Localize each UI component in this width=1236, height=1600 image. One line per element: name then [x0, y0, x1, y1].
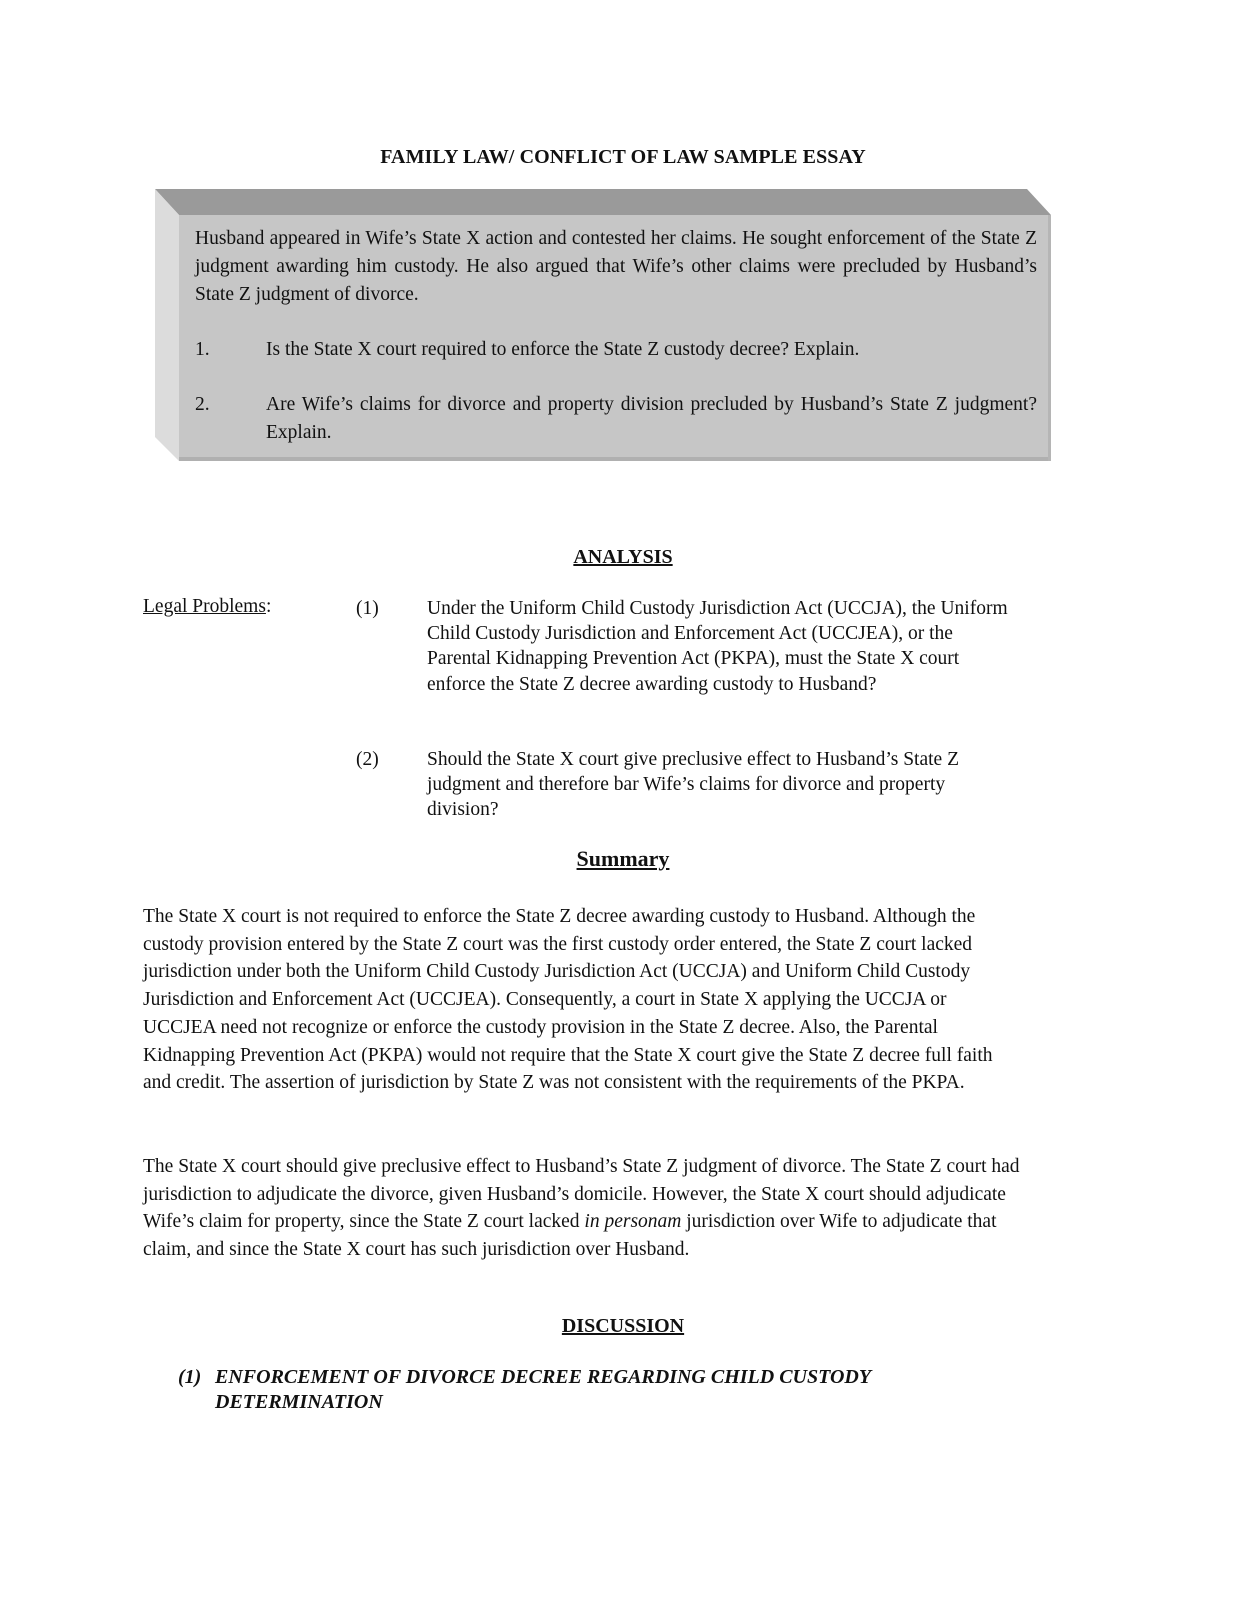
question-text: Are Wife’s claims for divorce and property division precluded by Husband’s State Z judgment? Explain. [266, 394, 1037, 443]
summary-paragraph: The State X court is not required to enforce the State Z decree awarding custody to Husband. Although the custody provision entered by the State Z court was the first custody order entered, the State Z court lacked jurisdiction under both the Uniform Child Custody Jurisdiction Act (UCCJA) and Uniform Child Custody Jurisdiction and Enforcement Act (UCCJEA). Consequently, a court in State X applying the UCCJA or UCCJEA need not recognize or enforce the custody provision in the State Z decree. Also, the Parental Kidnapping Prevention Act (PKPA) would not require that the State X court give the State Z decree full faith and credit. The assertion of jurisdiction by State Z was not consistent with the requirements of the PKPA. [143, 906, 993, 1094]
legal-problem-number: (2) [356, 749, 379, 770]
summary-paragraph [143, 1153, 1023, 1264]
legal-problem-number: (1) [356, 598, 379, 619]
bevel-right [1048, 215, 1051, 461]
question-text: Is the State X court required to enforce the State Z custody decree? Explain. [266, 339, 860, 360]
fact-paragraph: Husband appeared in Wife’s State X action and contested her claims. He sought enforcement of the State Z judgment awarding him custody. He also argued that Wife’s other claims were precluded by Husband’s State Z judgment of divorce. [195, 228, 1037, 305]
question-number: 1. [195, 339, 210, 360]
bevel-bottom [179, 457, 1051, 461]
legal-problem-text: Under the Uniform Child Custody Jurisdiction Act (UCCJA), the Uniform Child Custody Jurisdiction and Enforcement Act (UCCJEA), or the Parental Kidnapping Prevention Act (PKPA), must the State X court enforce the State Z decree awarding custody to Husband? [427, 598, 1008, 695]
summary-text: The State X court should give preclusive effect to Husband’s State Z judgment of divorce. The State Z court had jurisdiction to adjudicate the divorce, given Husband’s domicile. However, the State X court should adjudicate Wife’s claim for property, since the State Z court lacked [143, 1156, 1020, 1233]
legal-problems-label [143, 596, 271, 618]
bevel-left [155, 189, 179, 461]
legal-problems-label-text: Legal Problems [143, 596, 266, 617]
legal-problem-item [356, 747, 1016, 823]
discussion-heading: DISCUSSION [561, 1315, 685, 1337]
question-item [195, 336, 1037, 364]
bevel-top [155, 189, 1051, 215]
section-title: ENFORCEMENT OF DIVORCE DECREE REGARDING CHILD CUSTODY DETERMINATION [215, 1366, 871, 1413]
summary-text: jurisdiction over Wife to adjudicate that claim, and since the State X court has such jurisdiction over Husband. [143, 1211, 997, 1261]
fact-pattern-box [155, 189, 1051, 461]
summary-heading: Summary [576, 846, 670, 871]
summary-italic-term: in personam [584, 1211, 682, 1233]
legal-problem-item [356, 596, 1016, 697]
section-number: (1) [178, 1366, 202, 1388]
question-item [195, 391, 1037, 447]
legal-problems-colon: : [265, 596, 272, 617]
document-title: FAMILY LAW/ CONFLICT OF LAW SAMPLE ESSAY [380, 146, 866, 168]
legal-problem-text: Should the State X court give preclusive effect to Husband’s State Z judgment and therefore bar Wife’s claims for divorce and property division? [427, 749, 959, 821]
discussion-section-heading [178, 1365, 998, 1415]
question-number: 2. [195, 394, 210, 415]
fact-box-content [195, 225, 1037, 447]
analysis-heading: ANALYSIS [573, 546, 673, 568]
